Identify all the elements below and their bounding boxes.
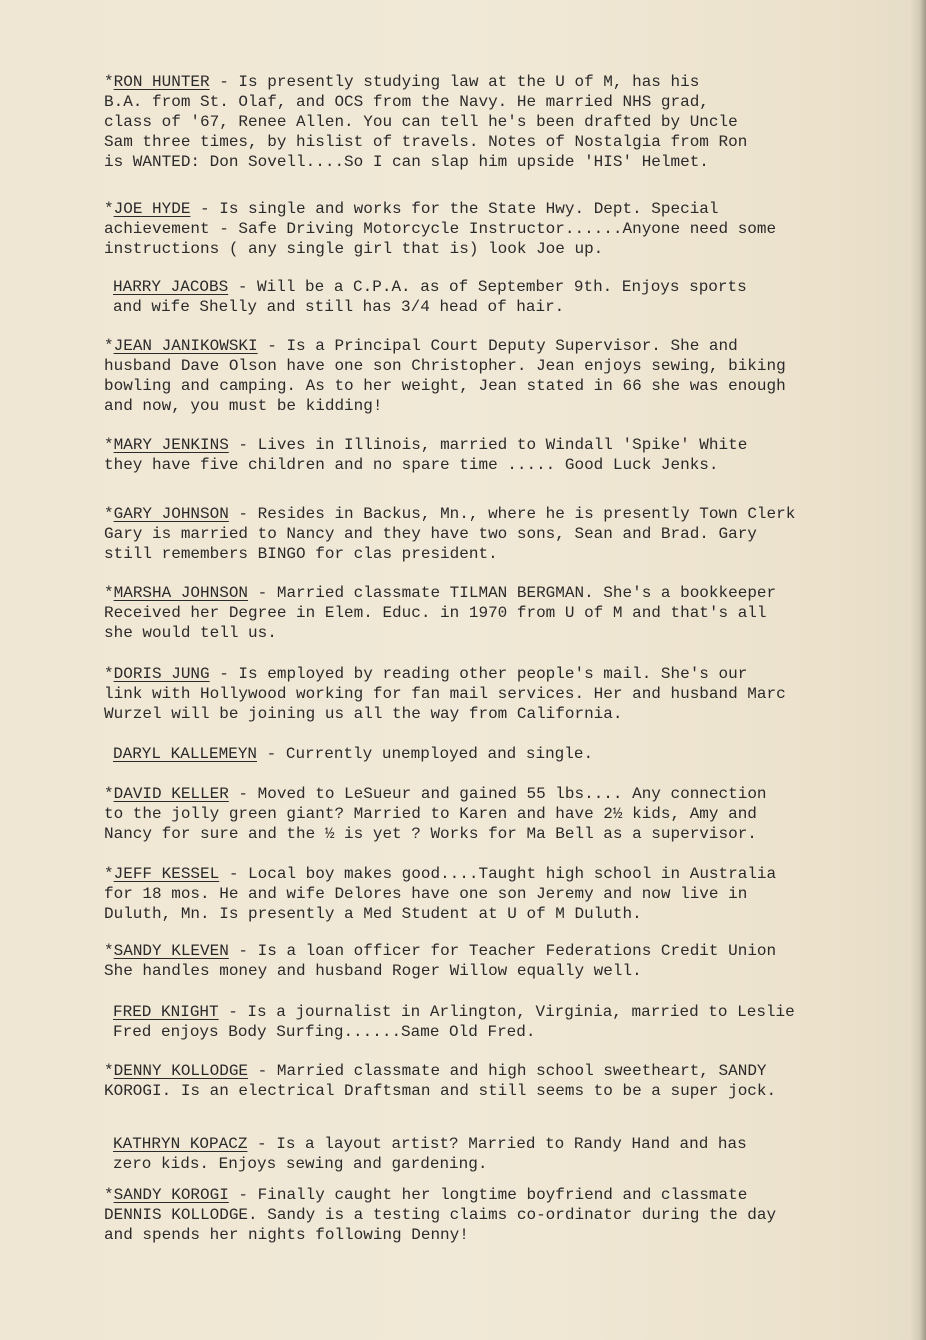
asterisk-mark: * — [104, 785, 114, 803]
asterisk-mark: * — [104, 436, 114, 454]
entry-name: DORIS JUNG — [113, 665, 210, 683]
entry-text: - Is single and works for the State Hwy. Dept. Special achievement - Safe Driving Motorcycle Instructor......Anyone need some instructions ( any single girl that is) look Joe up. — [104, 200, 777, 258]
entry-doris-jung — [104, 664, 786, 724]
entry-text: - Resides in Backus, Mn., where he is presently Town Clerk Gary is married to Nancy and they have two sons, Sean and Brad. Gary still remembers BINGO for clas president. — [104, 505, 796, 563]
entry-daryl-kallemeyn — [113, 744, 593, 764]
entry-name: SANDY KLEVEN — [113, 942, 229, 960]
entry-text: - Currently unemployed and single. — [257, 745, 594, 763]
entry-joe-hyde — [104, 199, 776, 259]
entry-name: HARRY JACOBS — [113, 278, 229, 296]
entry-david-keller — [104, 784, 767, 844]
asterisk-mark: * — [104, 584, 114, 602]
asterisk-mark: * — [104, 505, 114, 523]
entry-ron-hunter — [104, 72, 747, 172]
entry-text: - Is a journalist in Arlington, Virginia, married to Leslie Fred enjoys Body Surfing......Same Old Fred. — [113, 1003, 795, 1041]
entry-name: MARY JENKINS — [113, 436, 229, 454]
entry-fred-knight — [113, 1002, 795, 1042]
asterisk-mark: * — [104, 73, 114, 91]
entry-name: JEAN JANIKOWSKI — [113, 337, 258, 355]
entry-kathryn-kopacz — [113, 1134, 747, 1174]
entry-text: - Is presently studying law at the U of M, has his B.A. from St. Olaf, and OCS from the Navy. He married NHS grad, class of '67, Renee Allen. You can tell he's been drafted by Uncle Sam three times, by hislist of travels. Notes of Nostalgia from Ron is WANTED: Don Sovell....So I can slap him upside 'HIS' Helmet. — [104, 73, 748, 171]
entry-name: DENNY KOLLODGE — [113, 1062, 249, 1080]
entry-name: MARSHA JOHNSON — [113, 584, 249, 602]
entry-text: - Married classmate TILMAN BERGMAN. She's a bookkeeper Received her Degree in Elem. Educ. in 1970 from U of M and that's all she would tell us. — [104, 584, 777, 642]
asterisk-mark: * — [104, 337, 114, 355]
entry-name: JEFF KESSEL — [113, 865, 220, 883]
entry-text: - Is a Principal Court Deputy Supervisor. She and husband Dave Olson have one son Christopher. Jean enjoys sewing, biking bowling and camping. As to her weight, Jean stated in 66 she was enough and now, you must be kidding! — [104, 337, 786, 415]
entry-name: FRED KNIGHT — [113, 1003, 219, 1021]
entry-mary-jenkins — [104, 435, 747, 475]
asterisk-mark: * — [104, 200, 114, 218]
entry-jean-janikowski — [104, 336, 786, 416]
entry-name: KATHRYN KOPACZ — [113, 1135, 248, 1153]
entry-text: - Is a loan officer for Teacher Federations Credit Union She handles money and husband Roger Willow equally well. — [104, 942, 777, 980]
entry-name: RON HUNTER — [113, 73, 210, 91]
entry-name: JOE HYDE — [113, 200, 191, 218]
asterisk-mark: * — [104, 1062, 114, 1080]
asterisk-mark: * — [104, 665, 114, 683]
asterisk-mark: * — [104, 1186, 114, 1204]
entry-name: SANDY KOROGI — [113, 1186, 229, 1204]
entry-text: - Lives in Illinois, married to Windall 'Spike' White they have five children and no spare time ..... Good Luck Jenks. — [104, 436, 748, 474]
entry-text: - Local boy makes good....Taught high school in Australia for 18 mos. He and wife Delores have one son Jeremy and now live in Duluth, Mn. Is presently a Med Student at U of M Duluth. — [104, 865, 777, 923]
entry-harry-jacobs — [113, 277, 747, 317]
entry-text: - Married classmate and high school sweetheart, SANDY KOROGI. Is an electrical Draftsman and still seems to be a super jock. — [104, 1062, 777, 1100]
entry-text: - Moved to LeSueur and gained 55 lbs.... Any connection to the jolly green giant? Married to Karen and have 2½ kids, Amy and Nancy for sure and the ½ is yet ? Works for Ma Bell as a supervisor. — [104, 785, 767, 843]
entry-jeff-kessel — [104, 864, 776, 924]
entry-text: - Will be a C.P.A. as of September 9th. Enjoys sports and wife Shelly and still has 3/4 head of hair. — [113, 278, 747, 316]
entry-name: DAVID KELLER — [113, 785, 229, 803]
entry-text: - Finally caught her longtime boyfriend and classmate DENNIS KOLLODGE. Sandy is a testing claims co-ordinator during the day and spends her nights following Denny! — [104, 1186, 777, 1244]
page-edge-shadow — [910, 0, 926, 1340]
asterisk-mark: * — [104, 942, 114, 960]
entry-denny-kollodge — [104, 1061, 776, 1101]
entry-sandy-korogi — [104, 1185, 776, 1245]
entry-text: - Is employed by reading other people's mail. She's our link with Hollywood working for fan mail services. Her and husband Marc Wurzel will be joining us all the way from California. — [104, 665, 786, 723]
entry-marsha-johnson — [104, 583, 776, 643]
entry-name: GARY JOHNSON — [113, 505, 229, 523]
entry-sandy-kleven — [104, 941, 776, 981]
entry-gary-johnson — [104, 504, 795, 564]
entry-name: DARYL KALLEMEYN — [113, 745, 258, 763]
asterisk-mark: * — [104, 865, 114, 883]
entry-text: - Is a layout artist? Married to Randy Hand and has zero kids. Enjoys sewing and gardening. — [113, 1135, 747, 1173]
